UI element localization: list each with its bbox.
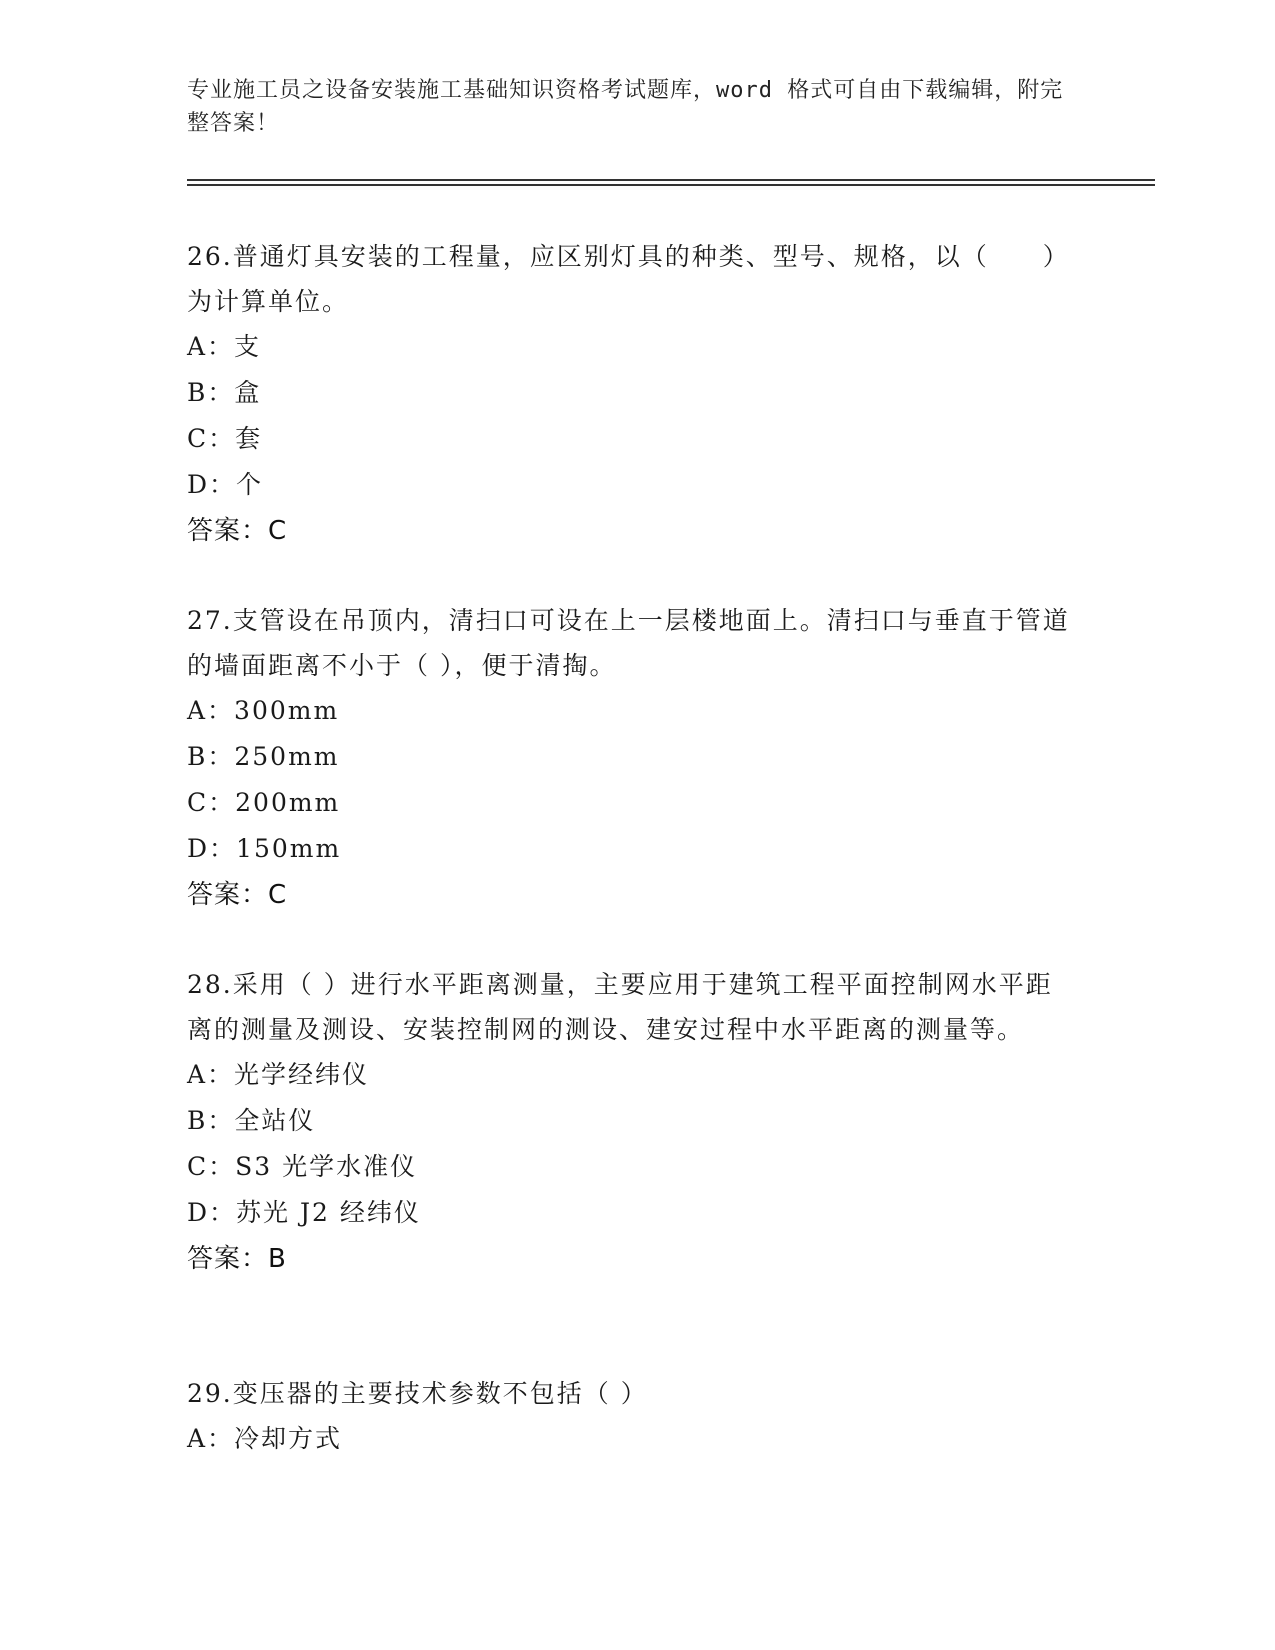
option-d: D：个 <box>187 470 264 499</box>
option-d: D：苏光 J2 经纬仪 <box>187 1198 421 1227</box>
question-stem: 27.支管设在吊顶内，清扫口可设在上一层楼地面上。清扫口与垂直于管道的墙面距离不小于（ ），便于清掏。 <box>187 606 1070 680</box>
option-b: B：全站仪 <box>187 1106 316 1135</box>
question-26 <box>187 234 1077 554</box>
question-27 <box>187 598 1077 918</box>
option-d: D：150mm <box>187 834 342 863</box>
question-29 <box>187 1371 1077 1462</box>
header-divider-bottom <box>187 184 1155 186</box>
header-divider-top <box>187 179 1155 181</box>
option-a: A：冷却方式 <box>187 1424 343 1453</box>
option-a: A：300mm <box>187 696 340 725</box>
answer-line: 答案：C <box>187 516 288 546</box>
option-c: C：S3 光学水准仪 <box>187 1152 418 1181</box>
answer-line: 答案：C <box>187 880 288 910</box>
option-b: B：盒 <box>187 378 262 407</box>
option-a: A：支 <box>187 332 262 361</box>
question-stem: 29.变压器的主要技术参数不包括（ ） <box>187 1379 648 1408</box>
question-28 <box>187 962 1077 1282</box>
document-header: 专业施工员之设备安装施工基础知识资格考试题库，word 格式可自由下载编辑，附完整答案！ <box>187 78 1064 136</box>
option-b: B：250mm <box>187 742 340 771</box>
option-a: A：光学经纬仪 <box>187 1060 370 1089</box>
question-stem: 28.采用（ ）进行水平距离测量，主要应用于建筑工程平面控制网水平距离的测量及测设、安装控制网的测设、建安过程中水平距离的测量等。 <box>187 970 1053 1044</box>
question-stem: 26.普通灯具安装的工程量，应区别灯具的种类、型号、规格，以（ ）为计算单位。 <box>187 242 1070 316</box>
option-c: C：200mm <box>187 788 341 817</box>
option-c: C：套 <box>187 424 263 453</box>
answer-line: 答案：B <box>187 1244 287 1274</box>
